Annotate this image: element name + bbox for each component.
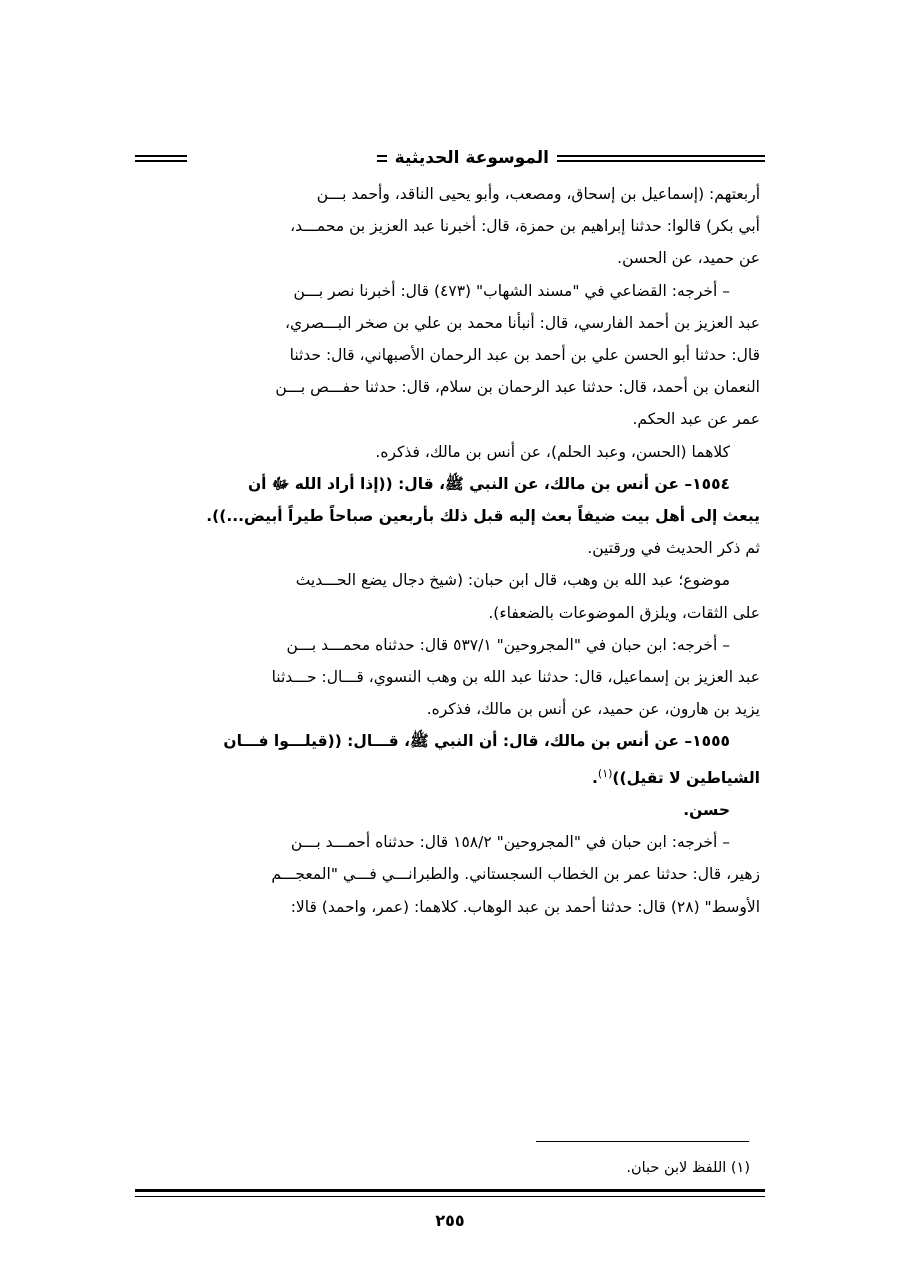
footnote-ref: (١) bbox=[597, 766, 613, 780]
text-line: على الثقات، ويلزق الموضوعات بالضعفاء). bbox=[488, 603, 760, 622]
text-line: عمر عن عبد الحكم. bbox=[632, 410, 760, 429]
text-line: قال: حدثنا أبو الحسن علي بن أحمد بن عبد الرحمان الأصبهاني، قال: حدثنا bbox=[289, 346, 760, 365]
footer-rule-thick bbox=[135, 1189, 765, 1192]
text-line: عن حميد، عن الحسن. bbox=[617, 249, 760, 268]
running-header bbox=[135, 147, 765, 169]
text-line: الأوسط" (٢٨) قال: حدثنا أحمد بن عبد الوهاب. كلاهما: (عمر، واحمد) قالا: bbox=[290, 897, 760, 916]
text-line: عبد العزيز بن إسماعيل، قال: حدثنا عبد الله بن وهب النسوي، قـــال: حـــدثنا bbox=[271, 668, 760, 687]
text-line: ثم ذكر الحديث في ورقتين. bbox=[587, 539, 760, 558]
header-title: الموسوعة الحديثية bbox=[387, 147, 557, 169]
text-line: أبي بكر) قالوا: حدثنا إبراهيم بن حمزة، قال: أخبرنا عبد العزيز بن محمـــد، bbox=[290, 217, 760, 236]
text-line: زهير، قال: حدثنا عمر بن الخطاب السجستاني. والطبرانـــي فـــي "المعجـــم bbox=[271, 865, 760, 884]
text-line: – أخرجه: القضاعي في "مسند الشهاب" (٤٧٣) قال: أخبرنا نصر بـــن bbox=[293, 281, 730, 300]
footnote-separator bbox=[536, 1141, 749, 1142]
header-rule-left-bottom bbox=[135, 160, 187, 162]
hadith-1555-text: الشياطين لا تقيل)) bbox=[612, 768, 760, 787]
text-line: – أخرجه: ابن حبان في "المجروحين" ١٥٨/٢ قال: حدثناه أحمـــد بـــن bbox=[290, 833, 730, 852]
text-line: أربعتهم: (إسماعيل بن إسحاق، ومصعب، وأبو يحيى الناقد، وأحمد بـــن bbox=[316, 185, 760, 203]
hadith-1554-line: يبعث إلى أهل بيت ضيفاً بعث إليه قبل ذلك بأربعين صباحاً طيراً أبيض...)). bbox=[206, 507, 760, 526]
hadith-1555-line: الشياطين لا تقيل))$^{(١)}$. bbox=[592, 766, 760, 787]
hadith-1554-line: ١٥٥٤– عن أنس بن مالك، عن النبي ﷺ، قال: ((إذا أراد الله ﷻ أن bbox=[247, 474, 730, 493]
page-number: ٢٥٥ bbox=[435, 1211, 465, 1230]
header-rule-left-top bbox=[135, 155, 187, 157]
footnote: (١) اللفظ لابن حبان. bbox=[626, 1160, 750, 1176]
text-line: عبد العزيز بن أحمد الفارسي، قال: أنبأنا محمد بن علي بن صخر البـــصري، bbox=[285, 313, 760, 332]
footer-rule-thin bbox=[135, 1196, 765, 1197]
body-text bbox=[150, 178, 760, 923]
hadith-1555-line: ١٥٥٥– عن أنس بن مالك، قال: أن النبي ﷺ، قـــال: ((قيلـــوا فـــان bbox=[223, 732, 730, 751]
text-line: النعمان بن أحمد، قال: حدثنا عبد الرحمان بن سلام، قال: حدثنا حفـــص بـــن bbox=[275, 378, 760, 397]
text-line: يزيد بن هارون، عن حميد، عن أنس بن مالك، فذكره. bbox=[426, 700, 760, 719]
grading-line: حسن. bbox=[683, 801, 730, 820]
text-line: – أخرجه: ابن حبان في "المجروحين" ٥٣٧/١ قال: حدثناه محمـــد بـــن bbox=[286, 635, 730, 654]
grading-line: موضوع؛ عبد الله بن وهب، قال ابن حبان: (شيخ دجال يضع الحـــديث bbox=[295, 571, 730, 590]
text-line: كلاهما (الحسن، وعبد الحلم)، عن أنس بن مالك، فذكره. bbox=[375, 442, 730, 461]
